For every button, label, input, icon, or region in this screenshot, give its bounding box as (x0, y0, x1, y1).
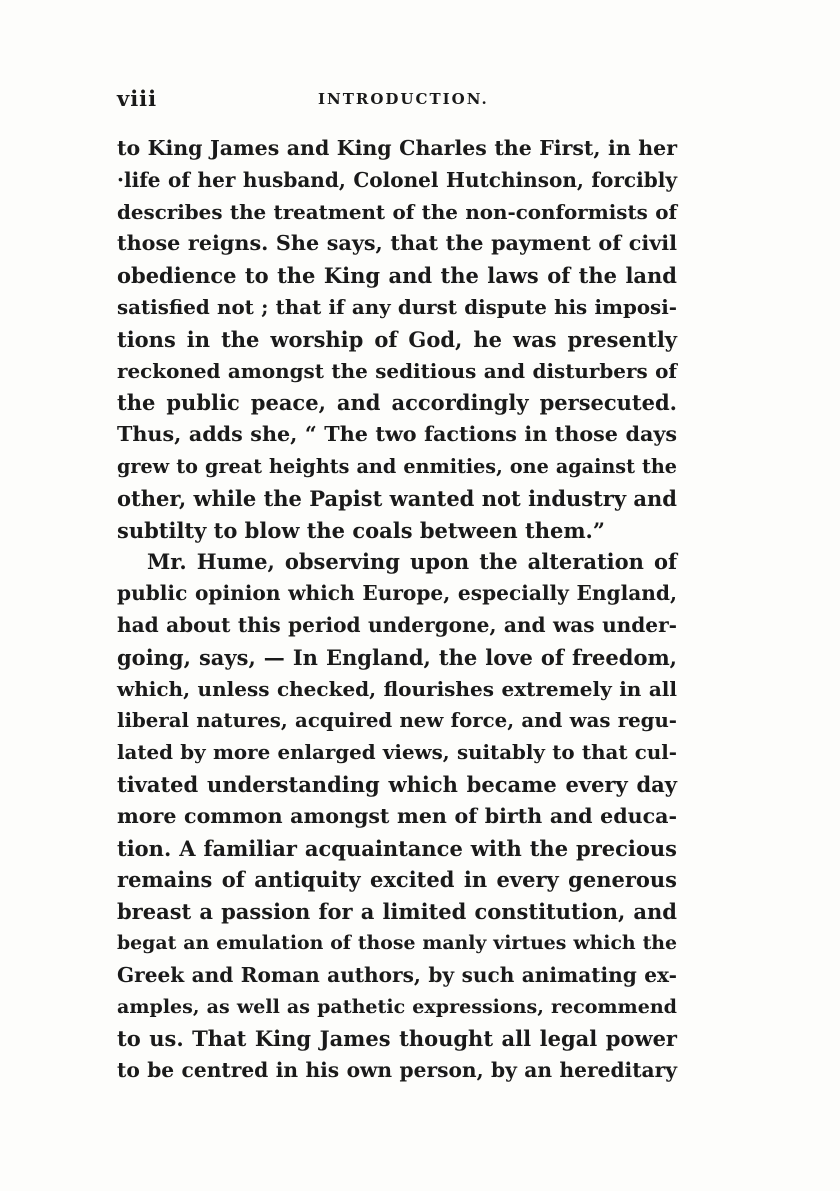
text-line: subtilty to blow the coals between them.” (117, 517, 605, 543)
text-line: tion. A familiar acquaintance with the precious (117, 835, 677, 861)
text-line: to us. That King James thought all legal power (117, 1026, 677, 1052)
text-line: grew to great heights and enmities, one against the (117, 454, 677, 478)
text-line: to be centred in his own person, by an hereditary (117, 1058, 677, 1083)
text-line: Greek and Roman authors, by such animating ex- (117, 962, 677, 987)
text-line: satisfied not ; that if any durst dispute his imposi- (117, 294, 677, 319)
text-line: describes the treatment of the non-conformists of (117, 199, 677, 224)
text-line: going, says, — In England, the love of freedom, (117, 644, 677, 670)
text-line: other, while the Papist wanted not industry and (117, 485, 677, 511)
page-number: viii (117, 86, 158, 111)
text-line: which, unless checked, flourishes extremely in all (117, 676, 677, 701)
text-line: obedience to the King and the laws of the land (117, 263, 677, 289)
text-line: ·life of her husband, Colonel Hutchinson, forcibly (117, 167, 677, 192)
text-line: reckoned amongst the seditious and disturbers of (117, 358, 677, 383)
text-line: begat an emulation of those manly virtues which the (117, 931, 677, 954)
page-header (117, 86, 717, 116)
body-text (117, 133, 677, 1087)
text-line: amples, as well as pathetic expressions, recommend (117, 995, 677, 1018)
text-line: liberal natures, acquired new force, and was regu- (117, 708, 677, 733)
text-line: the public peace, and accordingly persecuted. (117, 390, 677, 416)
text-line: lated by more enlarged views, suitably to that cul- (117, 740, 677, 765)
text-line: tivated understanding which became every day (117, 771, 677, 797)
text-line: remains of antiquity excited in every generous (117, 867, 677, 893)
text-line: had about this period undergone, and was under- (117, 612, 677, 637)
text-line: those reigns. She says, that the payment of civil (117, 231, 677, 256)
text-line: breast a passion for a limited constitution, and (117, 899, 677, 925)
text-line: tions in the worship of God, he was presently (117, 326, 677, 352)
text-line: more common amongst men of birth and educa- (117, 803, 677, 828)
text-line: to King James and King Charles the First, in her (117, 136, 677, 160)
text-line: Thus, adds she, “ The two factions in those days (117, 422, 677, 447)
paragraph-first-line: Mr. Hume, observing upon the alteration of (147, 549, 677, 575)
text-line: public opinion which Europe, especially England, (117, 581, 677, 606)
running-head: INTRODUCTION. (318, 90, 489, 108)
